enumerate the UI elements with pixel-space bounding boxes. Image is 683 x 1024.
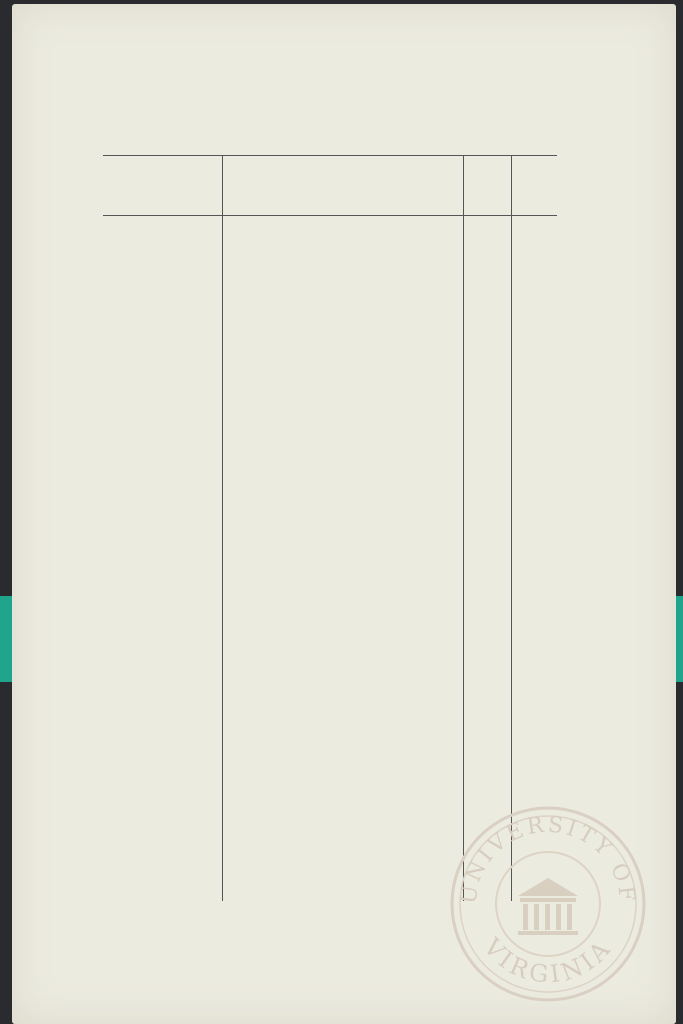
column-divider: [463, 155, 464, 901]
table-top-rule: [103, 155, 557, 156]
column-divider: [511, 155, 512, 901]
svg-text:VIRGINIA: VIRGINIA: [477, 933, 619, 989]
svg-text:UNIVERSITY OF: UNIVERSITY OF: [456, 812, 640, 906]
document-page: [12, 4, 676, 1024]
column-divider: [222, 155, 223, 901]
table-header-rule: [103, 215, 557, 216]
university-seal-watermark: [448, 804, 648, 1004]
